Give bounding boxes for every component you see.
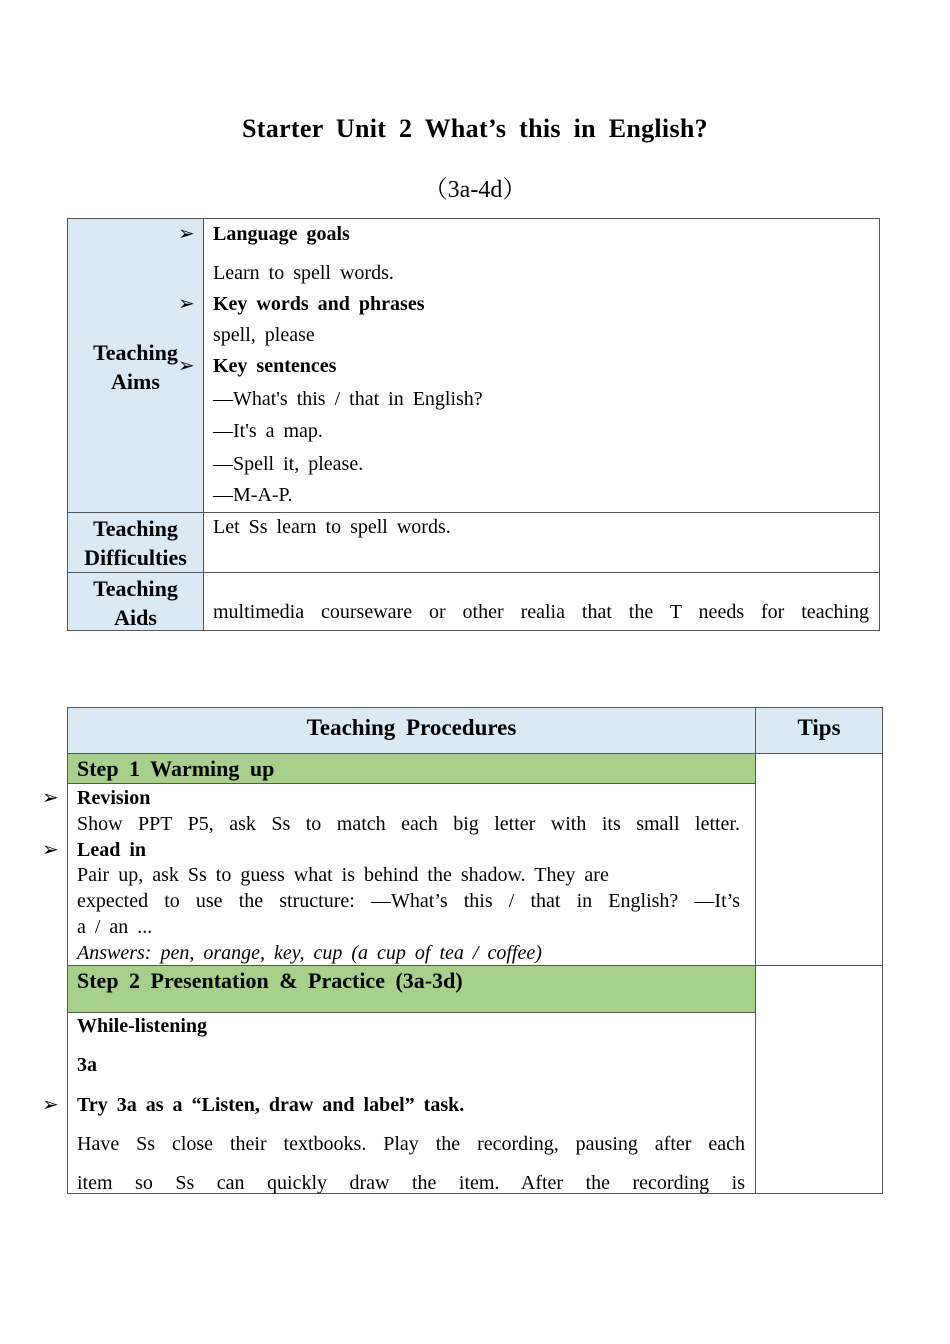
bullet-arrow-icon: ➢	[178, 223, 195, 245]
step1-tips-cell	[755, 753, 883, 966]
procedures-header: Teaching Procedures	[306, 715, 517, 740]
aims-line: Key sentences	[213, 355, 337, 377]
step2-heading: Step 2 Presentation & Practice (3a-3d)	[77, 968, 463, 993]
aims-line: Key words and phrases	[213, 293, 425, 315]
step2-line: Have Ss close their textbooks. Play the recording, pausing after each	[77, 1133, 745, 1155]
tips-header: Tips	[797, 715, 841, 740]
step2-line: 3a	[77, 1054, 97, 1076]
step1-line: a / an ...	[77, 916, 153, 938]
aims-line: —It's a map.	[213, 420, 323, 442]
step1-cell	[67, 753, 756, 966]
step1-heading: Step 1 Warming up	[77, 756, 275, 781]
step2-line: While-listening	[77, 1015, 208, 1037]
label-teaching-aids: Teaching Aids	[93, 576, 178, 630]
step2-line: Try 3a as a “Listen, draw and label” task.	[77, 1094, 465, 1116]
document-subtitle: （3a-4d）	[423, 177, 527, 203]
bullet-arrow-icon: ➢	[178, 293, 195, 315]
aims-line: spell, please	[213, 324, 315, 346]
aims-line: —What's this / that in English?	[213, 388, 483, 410]
aims-line: —Spell it, please.	[213, 453, 364, 475]
difficulties-text: Let Ss learn to spell words.	[213, 516, 451, 538]
step1-line: Show PPT P5, ask Ss to match each big letter with its small letter.	[77, 813, 740, 835]
aims-line: Learn to spell words.	[213, 262, 394, 284]
bullet-arrow-icon: ➢	[42, 1094, 59, 1116]
aids-text: multimedia courseware or other realia that the T needs for teaching	[213, 601, 869, 623]
step1-line: Revision	[77, 787, 151, 809]
step2-line: item so Ss can quickly draw the item. After the recording is	[77, 1172, 745, 1194]
document-title: Starter Unit 2 What’s this in English?	[242, 114, 708, 143]
step1-line: Answers: pen, orange, key, cup (a cup of tea / coffee)	[77, 942, 542, 964]
bullet-arrow-icon: ➢	[42, 839, 59, 861]
aims-line: —M-A-P.	[213, 484, 293, 506]
bullet-arrow-icon: ➢	[42, 787, 59, 809]
label-teaching-difficulties: Teaching Difficulties	[84, 516, 187, 570]
aims-line: Language goals	[213, 223, 350, 245]
label-teaching-aims: Teaching Aims	[93, 340, 178, 394]
step1-line: expected to use the structure: —What’s this / that in English? —It’s	[77, 890, 740, 912]
bullet-arrow-icon: ➢	[178, 355, 195, 377]
step2-tips-cell	[755, 965, 883, 1194]
step1-line: Pair up, ask Ss to guess what is behind the shadow. They are	[77, 864, 609, 886]
step1-line: Lead in	[77, 839, 147, 861]
